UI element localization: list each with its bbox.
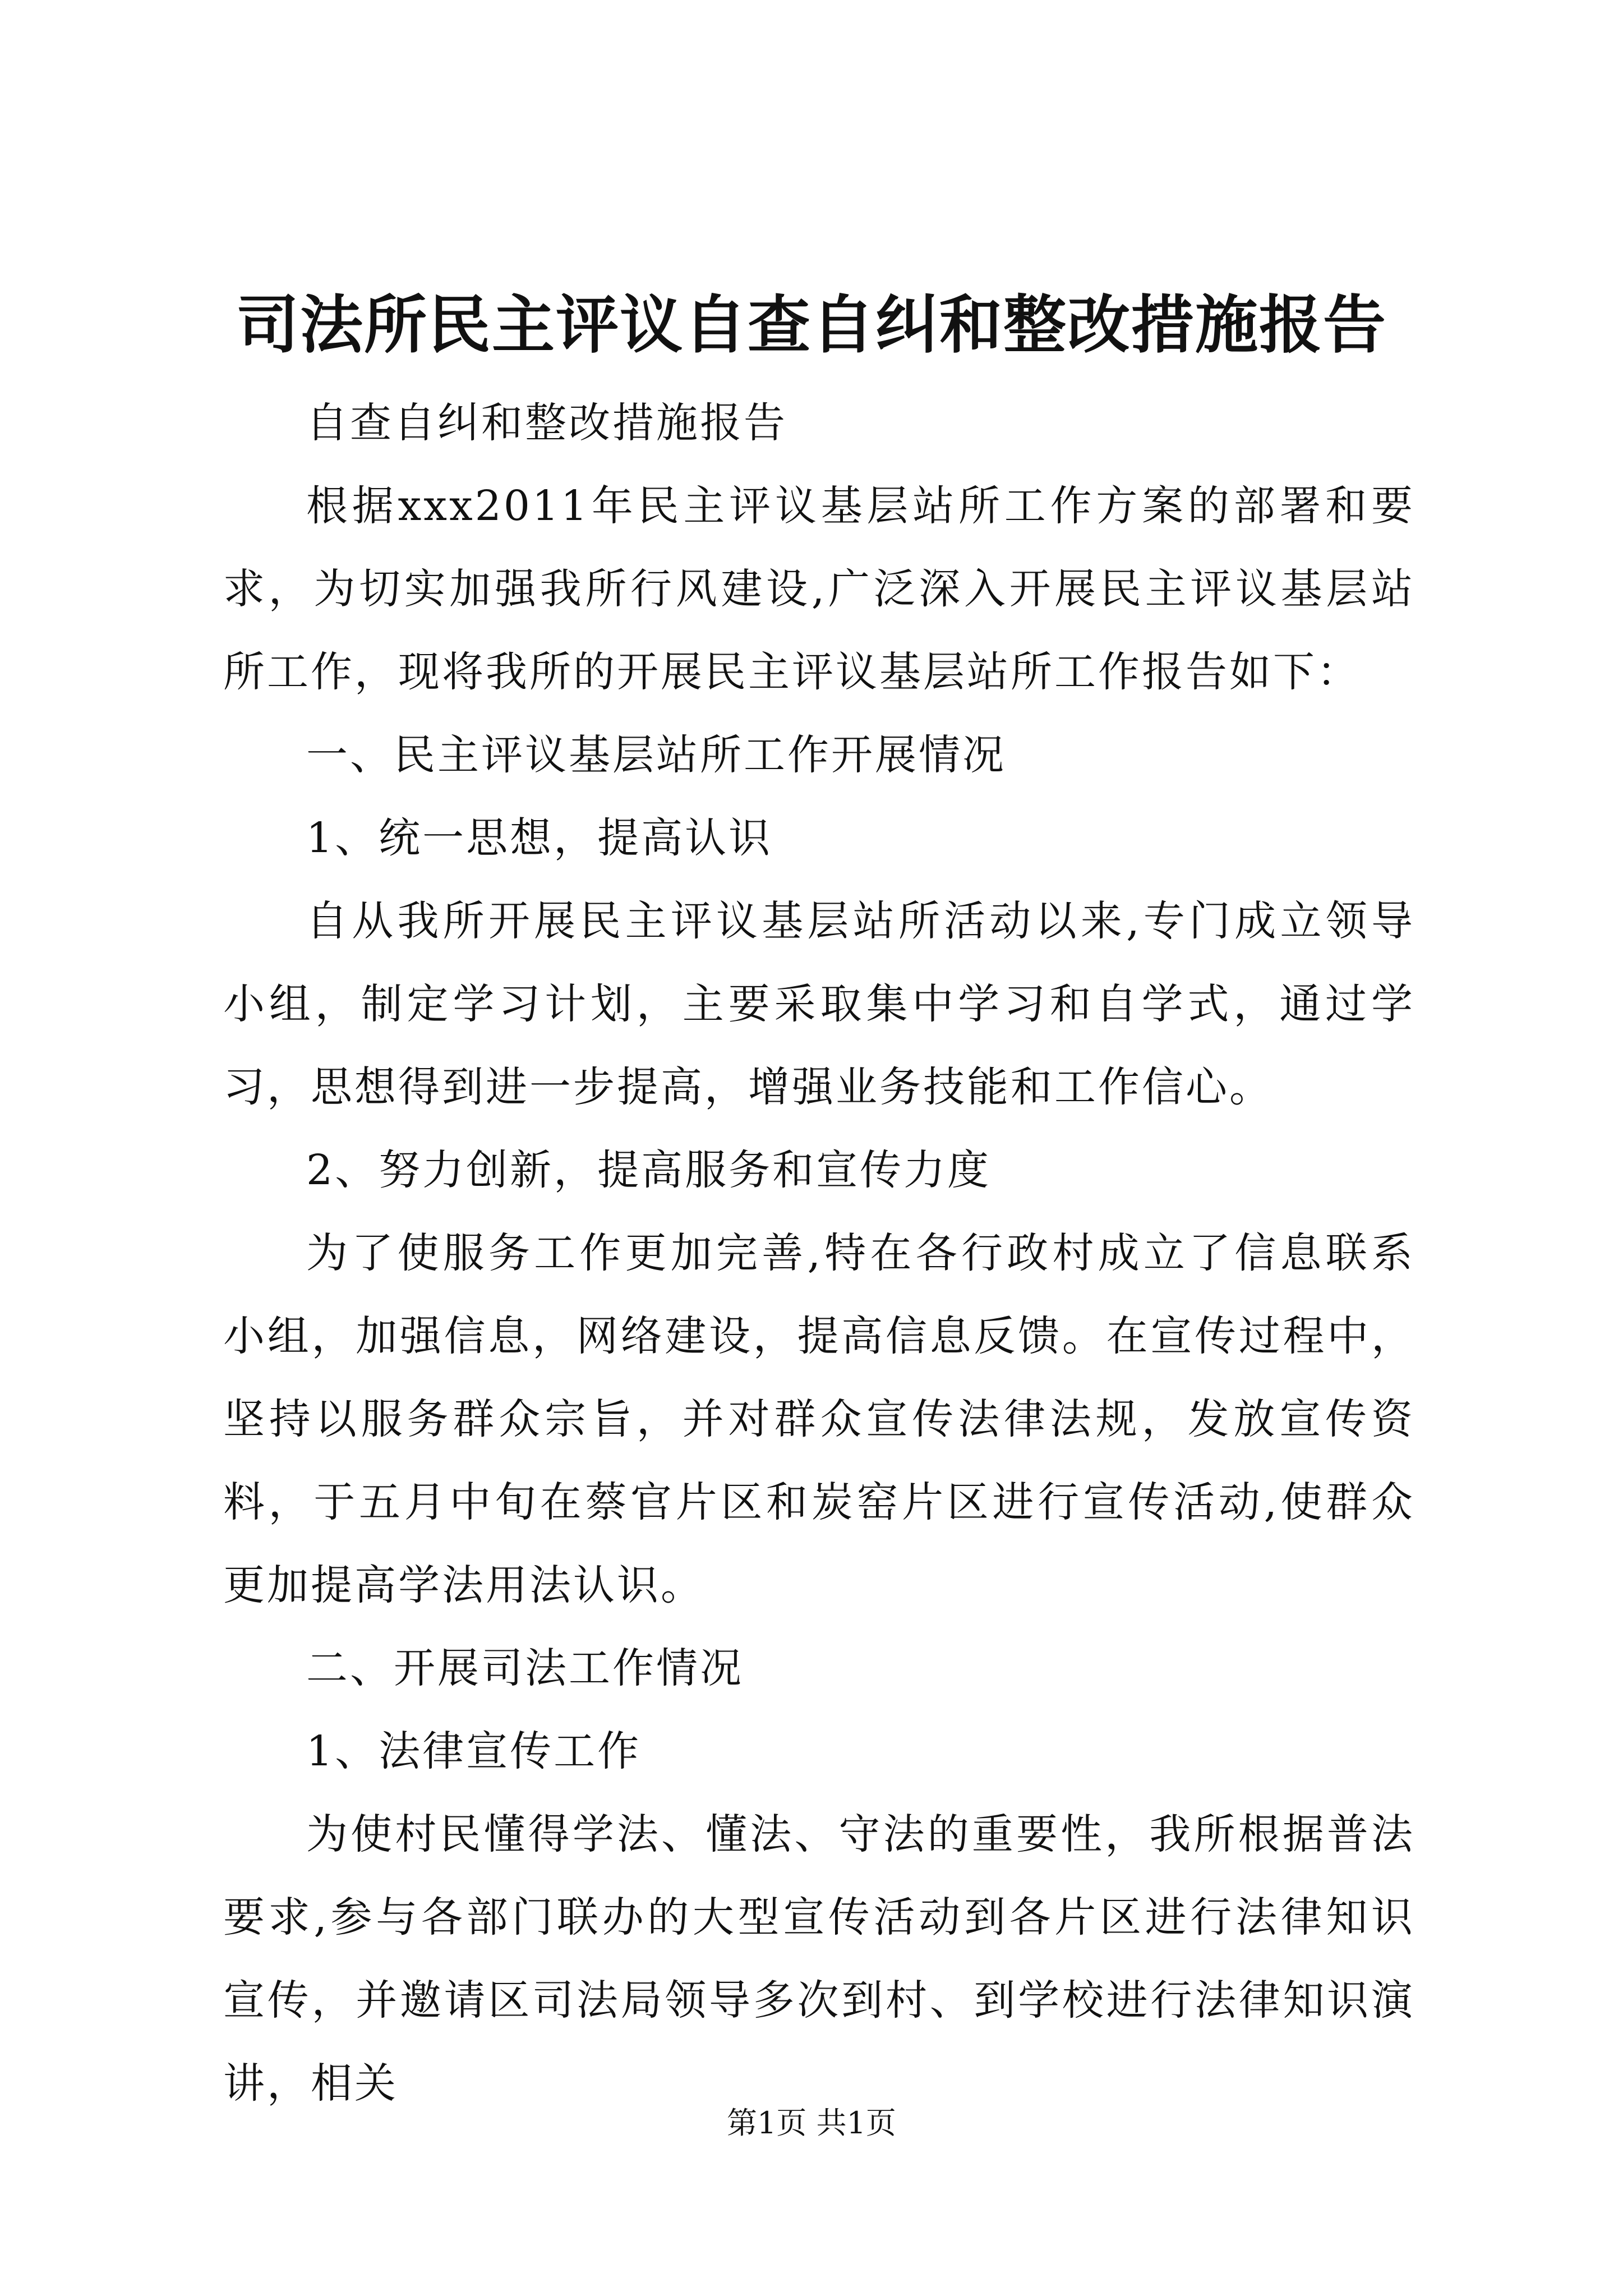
section-heading: 二、开展司法工作情况 [306,1644,744,1692]
document-title: 司法所民主评议自查自纠和整改措施报告 [236,288,1387,362]
subsection-heading: 1、统一思想，提高认识 [306,814,773,862]
body-paragraph: 自从我所开展民主评议基层站所活动以来,专门成立领导小组，制定学习计划，主要采取集中学习和自学式，通过学习，思想得到进一步提高，增强业务技能和工作信心。 [223,897,1415,1111]
body-paragraph: 为了使服务工作更加完善,特在各行政村成立了信息联系小组，加强信息，网络建设，提高信息反馈。在宣传过程中，坚持以服务群众宗旨，并对群众宣传法律法规，发放宣传资料，于五月中旬在蔡官片区和炭窑片区进行宣传活动,使群众更加提高学法用法认识。 [223,1229,1415,1609]
document-body [223,381,1415,2125]
intro-paragraph: 根据xxx2011年民主评议基层站所工作方案的部署和要求，为切实加强我所行风建设,广泛深入开展民主评议基层站所工作，现将我所的开展民主评议基层站所工作报告如下： [223,482,1415,696]
subsection-heading: 2、努力创新，提高服务和宣传力度 [306,1146,992,1194]
subtitle-paragraph: 自查自纠和整改措施报告 [306,399,787,447]
subsection-heading: 1、法律宣传工作 [306,1727,642,1775]
page-footer: 第1页 共1页 [727,2105,896,2141]
body-paragraph: 为使村民懂得学法、懂法、守法的重要性，我所根据普法要求,参与各部门联办的大型宣传活动到各片区进行法律知识宣传，并邀请区司法局领导多次到村、到学校进行法律知识演讲，相关 [223,1810,1415,2108]
section-heading: 一、民主评议基层站所工作开展情况 [306,731,1006,779]
